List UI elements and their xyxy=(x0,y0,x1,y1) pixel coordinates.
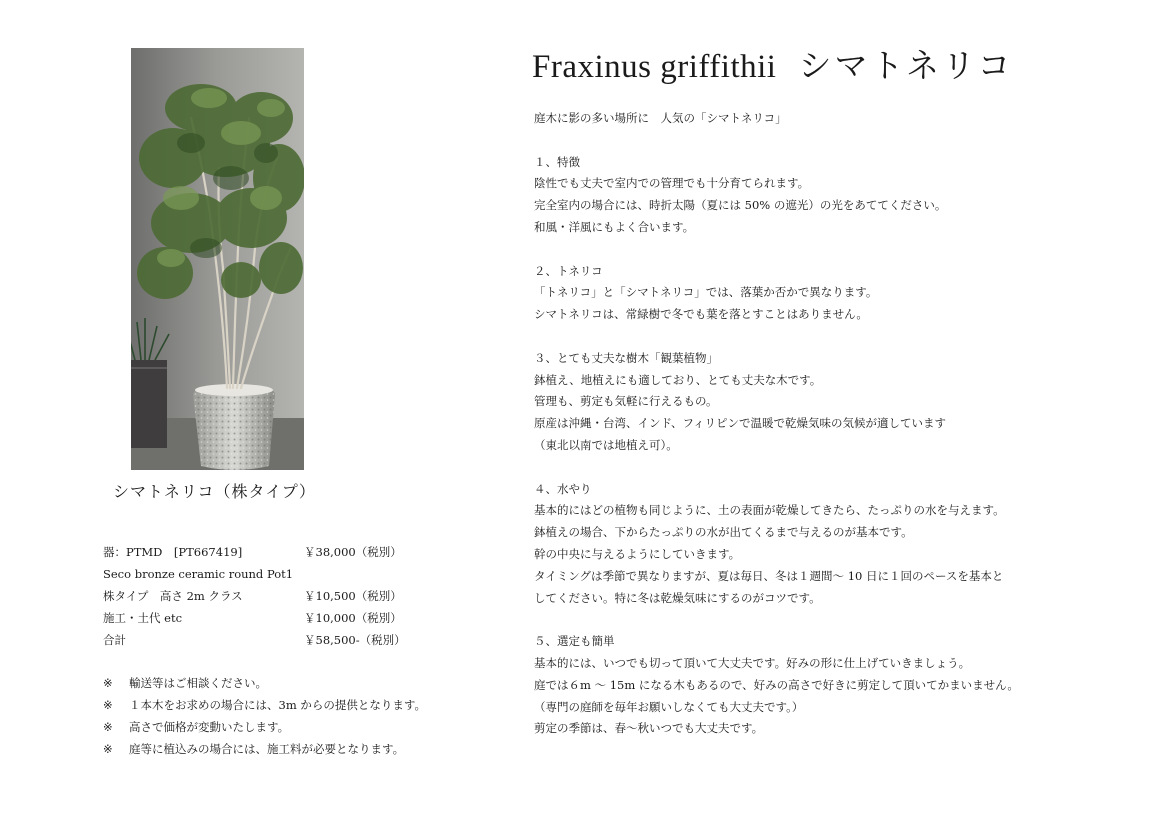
page-title xyxy=(532,40,1013,87)
section-line: 庭では６m ～ 15m になる木もあるので、好みの高さで好きに剪定して頂いてかまいません。 xyxy=(534,677,1019,692)
note-item xyxy=(103,716,426,738)
section-line: 和風・洋風にもよく合います。 xyxy=(534,219,695,234)
price-label: 器：PTMD [PT667419] xyxy=(103,545,243,559)
note-item xyxy=(103,694,426,716)
section-line: 基本的には、いつでも切って頂いて大丈夫です。好みの形に仕上げていきましょう。 xyxy=(534,655,971,670)
note-text: 高さで価格が変動いたします。 xyxy=(129,720,290,734)
note-mark: ※ xyxy=(103,742,113,756)
section-heading: １、特徴 xyxy=(534,154,580,169)
section-line: 「トネリコ」と「シマトネリコ」では、落葉か否かで異なります。 xyxy=(534,285,878,300)
price-amount: ￥58,500-（税別） xyxy=(304,633,406,647)
section-line: シマトネリコは、常緑樹で冬でも葉を落とすことはありません。 xyxy=(534,307,868,322)
section-line: 剪定の季節は、春～秋いつでも大丈夫です。 xyxy=(534,721,764,736)
section-line: （専門の庭師を毎年お願いしなくても大丈夫です。） xyxy=(534,699,804,714)
section-watering xyxy=(534,479,1094,610)
section-heading: ５、選定も簡単 xyxy=(534,634,615,649)
section-toneriko xyxy=(534,261,1094,326)
plant-photo xyxy=(131,48,304,470)
note-text: 輸送等はご相談ください。 xyxy=(129,676,267,690)
note-text: 庭等に植込みの場合には、施工料が必要となります。 xyxy=(129,742,405,756)
section-pruning xyxy=(534,631,1094,740)
section-line: 鉢植えの場合、下からたっぷりの水が出てくるまで与えるのが基本です。 xyxy=(534,525,913,540)
note-mark: ※ xyxy=(103,720,113,734)
section-line: タイミングは季節で異なりますが、夏は毎日、冬は１週間～ 10 日に１回のペースを基本と xyxy=(534,568,1004,583)
section-heading: ４、水やり xyxy=(534,481,592,496)
note-mark: ※ xyxy=(103,698,113,712)
title-latin: Fraxinus griffithii xyxy=(532,49,777,85)
section-line: してください。特に冬は乾燥気味にするのがコツです。 xyxy=(534,590,821,605)
section-line: 幹の中央に与えるようにしていきます。 xyxy=(534,546,741,561)
section-line: （東北以南では地植え可）。 xyxy=(534,437,678,452)
section-line: 鉢植え、地植えにも適しており、とても丈夫な木です。 xyxy=(534,372,822,387)
section-line: 陰性でも丈夫で室内での管理でも十分育てられます。 xyxy=(534,176,810,191)
section-line: 管理も、剪定も気軽に行えるもの。 xyxy=(534,394,718,409)
section-line: 完全室内の場合には、時折太陽（夏には 50% の遮光）の光をあててください。 xyxy=(534,198,947,213)
price-amount: ￥38,000（税別） xyxy=(304,545,402,559)
description-body xyxy=(534,108,1094,740)
price-amount: ￥10,500（税別） xyxy=(304,589,402,603)
section-heading: ２、トネリコ xyxy=(534,263,603,278)
notes-list xyxy=(103,672,426,760)
plant-photo-icon xyxy=(131,48,304,470)
section-line: 基本的にはどの植物も同じように、土の表面が乾燥してきたら、たっぷりの水を与えます。 xyxy=(534,503,1005,518)
note-mark: ※ xyxy=(103,676,113,690)
note-item xyxy=(103,672,426,694)
price-label: 株タイプ 高さ 2m クラス xyxy=(103,589,243,603)
price-label: 施工・土代 etc xyxy=(103,611,183,625)
title-japanese: シマトネリコ xyxy=(798,49,1014,85)
note-item xyxy=(103,738,426,760)
price-label: 合計 xyxy=(103,633,126,647)
price-amount: ￥10,000（税別） xyxy=(304,611,402,625)
section-durable xyxy=(534,348,1094,457)
note-text: １本木をお求めの場合には、3m からの提供となります。 xyxy=(129,698,426,712)
price-label: Seco bronze ceramic round Pot1 xyxy=(103,567,294,581)
photo-caption: シマトネリコ（株タイプ） xyxy=(113,482,316,501)
intro-text: 庭木に影の多い場所に 人気の「シマトネリコ」 xyxy=(534,111,787,125)
section-features xyxy=(534,152,1094,239)
section-line: 原産は沖縄・台湾、インド、フィリピンで温暖で乾燥気味の気候が適しています xyxy=(534,416,947,431)
section-heading: ３、とても丈夫な樹木「観葉植物」 xyxy=(534,350,718,365)
